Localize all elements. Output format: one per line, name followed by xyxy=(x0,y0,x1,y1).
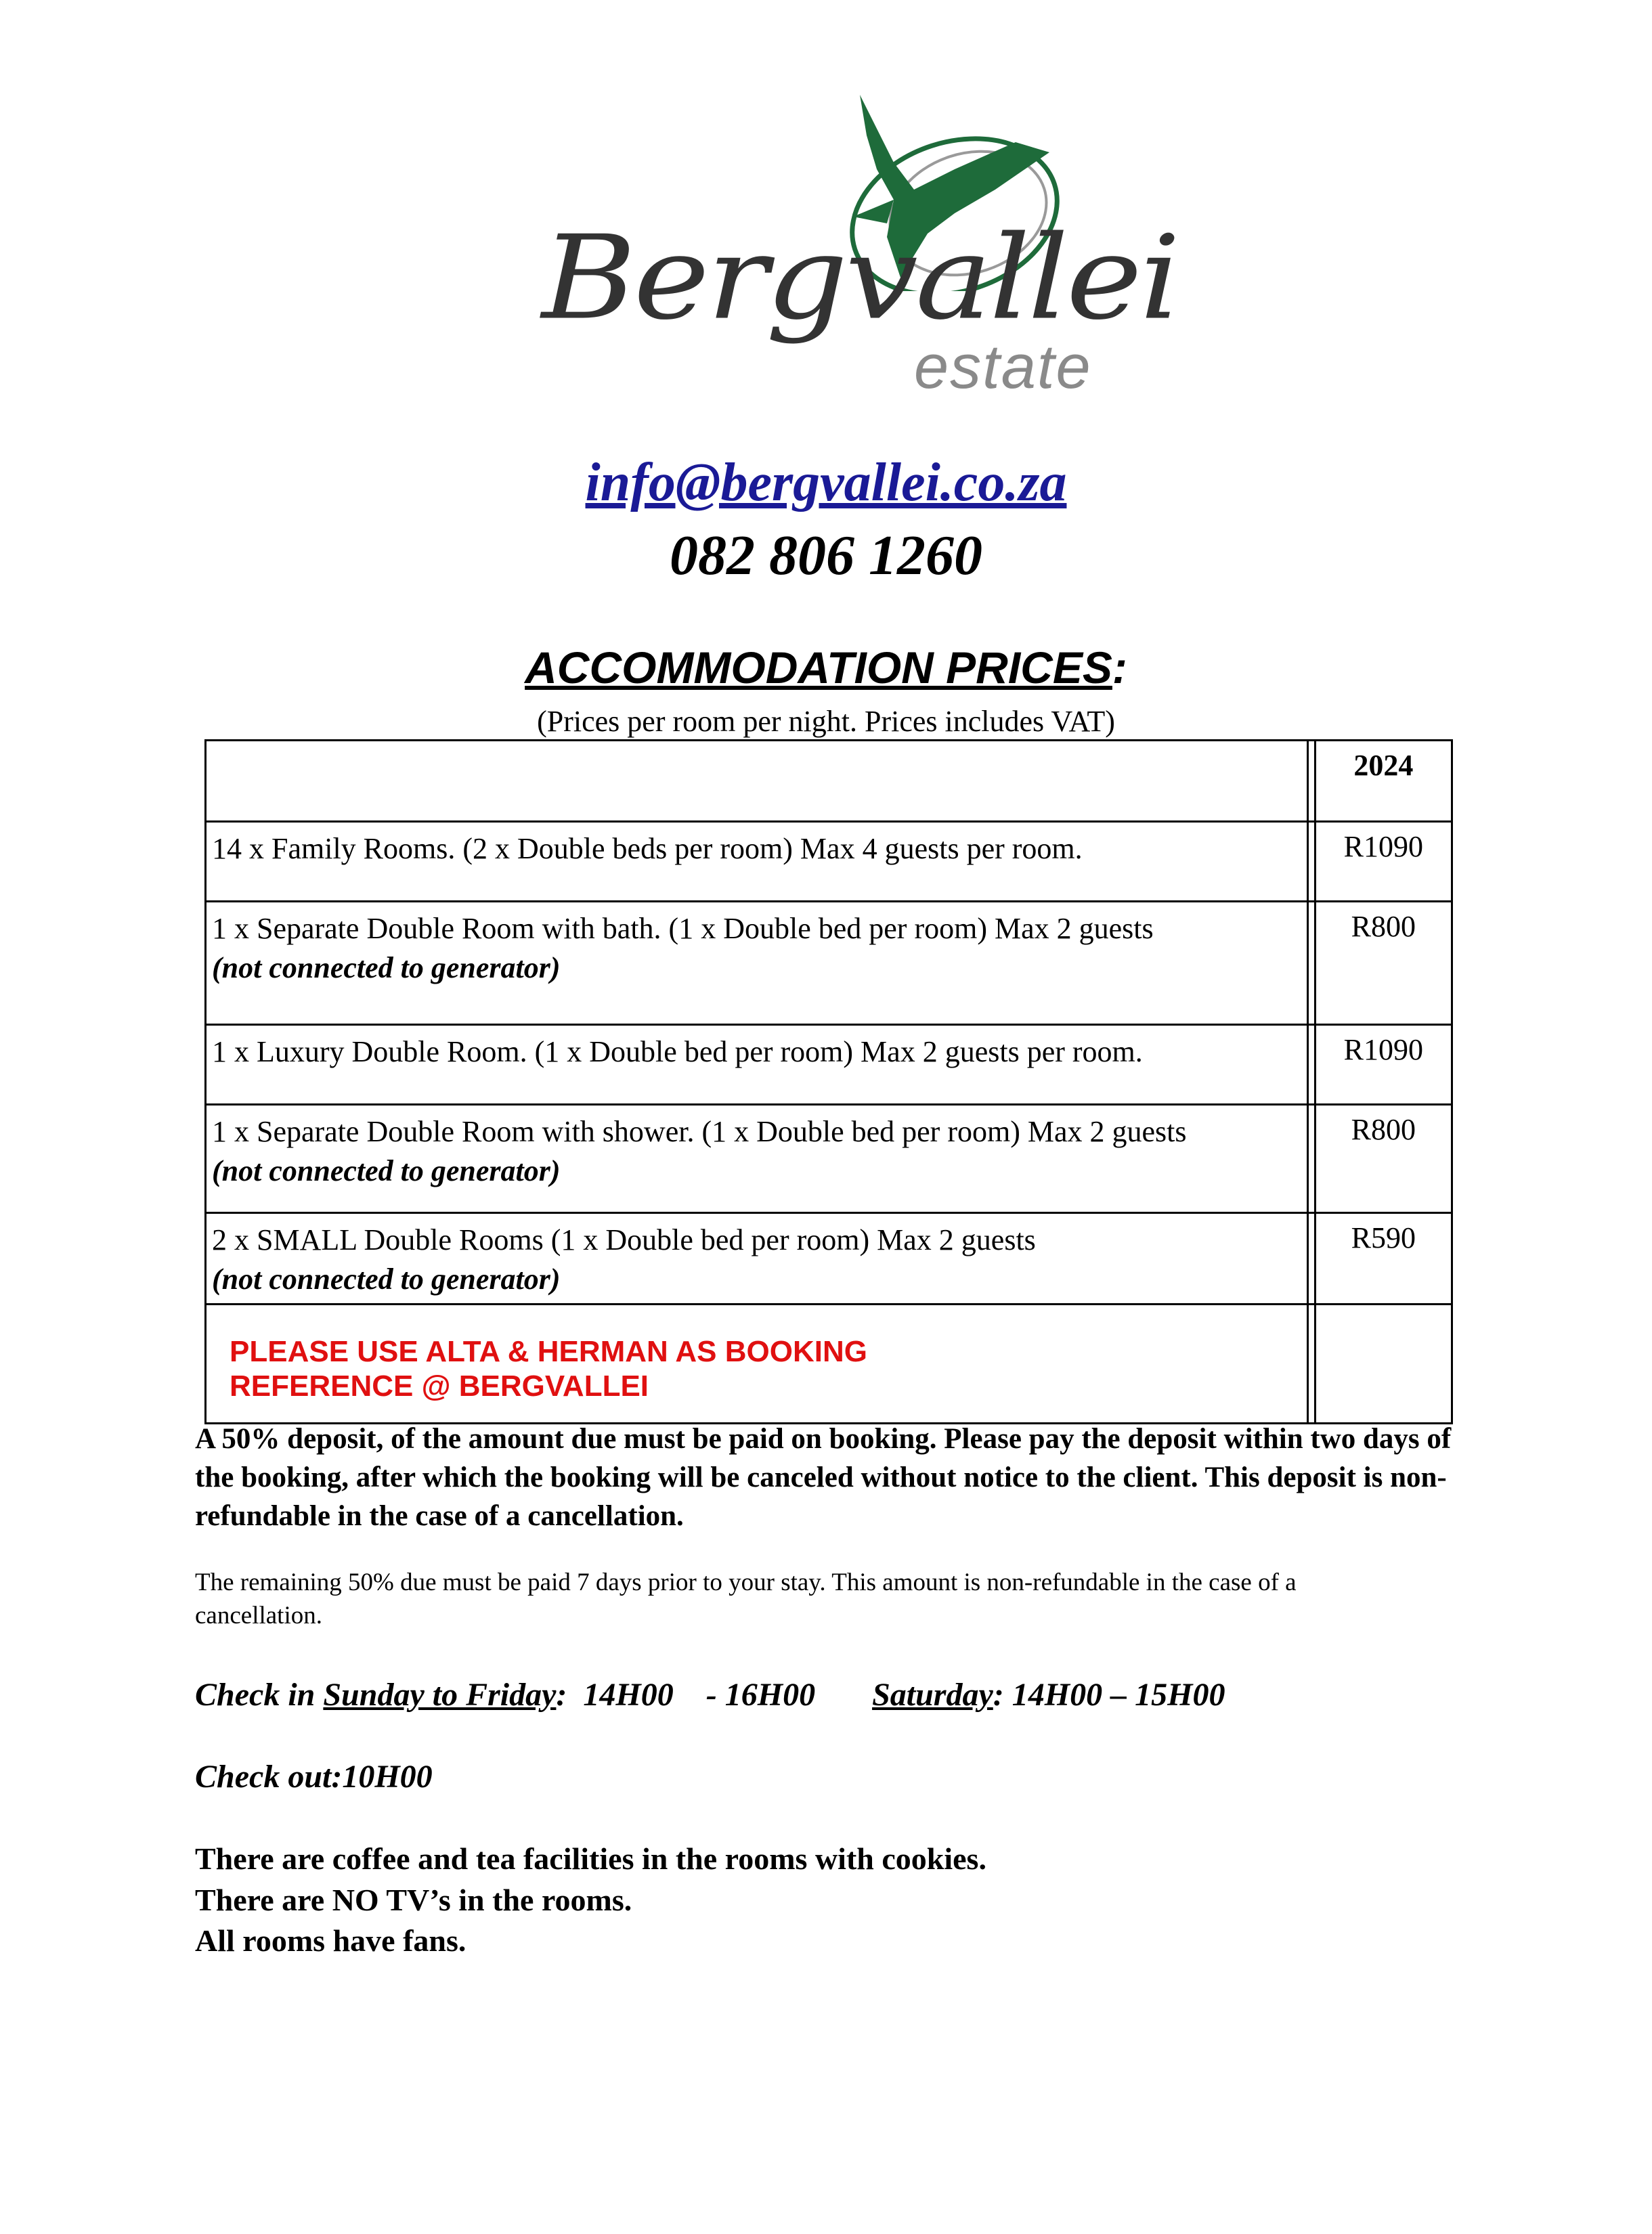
booking-reference-cell xyxy=(206,1305,1308,1424)
empty-price-cell xyxy=(1315,1305,1452,1424)
phone-number: 082 806 1260 xyxy=(670,524,982,587)
table-header-row xyxy=(206,741,1452,822)
checkin-weekday: Sunday to Friday xyxy=(323,1677,557,1713)
remaining-payment-policy: The remaining 50% due must be paid 7 days prior to your stay. This amount is non-refundable in the case of a cancellation. xyxy=(195,1569,1297,1629)
column-divider xyxy=(1307,1213,1315,1305)
booking-line-1: PLEASE USE ALTA & HERMAN AS BOOKING xyxy=(230,1335,867,1368)
email-link[interactable] xyxy=(0,452,1652,514)
logo-wordmark: Bergvallei xyxy=(542,211,1178,345)
checkin-saturday-times: : 14H00 – 15H00 xyxy=(993,1677,1225,1713)
column-divider xyxy=(1307,1305,1315,1424)
room-price: R800 xyxy=(1315,902,1452,1025)
room-price: R590 xyxy=(1315,1213,1452,1305)
room-price: R1090 xyxy=(1315,1025,1452,1105)
facilities-list xyxy=(195,1839,986,1962)
checkin-prefix: Check in xyxy=(195,1677,324,1713)
room-text: 1 x Luxury Double Room. (1 x Double bed per room) Max 2 guests per room. xyxy=(212,1035,1143,1068)
checkin-saturday: Saturday xyxy=(872,1677,993,1713)
room-note: (not connected to generator) xyxy=(212,1263,561,1296)
room-description xyxy=(206,1105,1308,1213)
room-description xyxy=(206,822,1308,902)
facility-item: There are NO TV’s in the rooms. xyxy=(195,1882,632,1917)
room-description xyxy=(206,1213,1308,1305)
check-in-times xyxy=(195,1676,1225,1713)
booking-reference-row xyxy=(206,1305,1452,1424)
page-title xyxy=(0,642,1652,693)
price-table xyxy=(204,739,1453,1424)
room-text: 14 x Family Rooms. (2 x Double beds per room) Max 4 guests per room. xyxy=(212,832,1083,865)
room-text: 2 x SMALL Double Rooms (1 x Double bed per room) Max 2 guests xyxy=(212,1223,1036,1256)
title-colon: : xyxy=(1112,642,1127,693)
room-note: (not connected to generator) xyxy=(212,951,561,985)
header-empty-cell xyxy=(206,741,1308,822)
year-header: 2024 xyxy=(1315,741,1452,822)
room-text: 1 x Separate Double Room with shower. (1 x Double bed per room) Max 2 guests xyxy=(212,1115,1187,1148)
column-divider xyxy=(1307,1105,1315,1213)
checkin-weekday-times: : 14H00 - 16H00 xyxy=(556,1677,873,1713)
title-text: ACCOMMODATION PRICES xyxy=(525,642,1112,693)
room-price: R800 xyxy=(1315,1105,1452,1213)
facility-item: There are coffee and tea facilities in the rooms with cookies. xyxy=(195,1841,986,1876)
logo xyxy=(542,88,1178,406)
column-divider xyxy=(1307,1025,1315,1105)
check-out-time: Check out:10H00 xyxy=(195,1759,433,1795)
booking-reference-note xyxy=(206,1305,1307,1403)
column-divider xyxy=(1307,902,1315,1025)
deposit-policy: A 50% deposit, of the amount due must be paid on booking. Please pay the deposit within two days of the booking, after which the booking will be canceled without notice to the client. This deposit is non-refundable in the case of a cancellation. xyxy=(195,1423,1452,1532)
room-description xyxy=(206,1025,1308,1105)
room-description xyxy=(206,902,1308,1025)
table-row xyxy=(206,1105,1452,1213)
room-price: R1090 xyxy=(1315,822,1452,902)
table-row xyxy=(206,1025,1452,1105)
email-address[interactable]: info@bergvallei.co.za xyxy=(585,453,1067,512)
room-note: (not connected to generator) xyxy=(212,1154,561,1188)
table-row xyxy=(206,1213,1452,1305)
table-row xyxy=(206,902,1452,1025)
room-text: 1 x Separate Double Room with bath. (1 x Double bed per room) Max 2 guests xyxy=(212,912,1154,945)
facility-item: All rooms have fans. xyxy=(195,1923,466,1958)
column-divider xyxy=(1307,822,1315,902)
booking-line-2: REFERENCE @ BERGVALLEI xyxy=(230,1369,649,1403)
table-row xyxy=(206,822,1452,902)
logo-subtitle: estate xyxy=(914,332,1092,401)
price-subtitle: (Prices per room per night. Prices includes VAT) xyxy=(537,705,1115,738)
column-divider xyxy=(1307,741,1315,822)
